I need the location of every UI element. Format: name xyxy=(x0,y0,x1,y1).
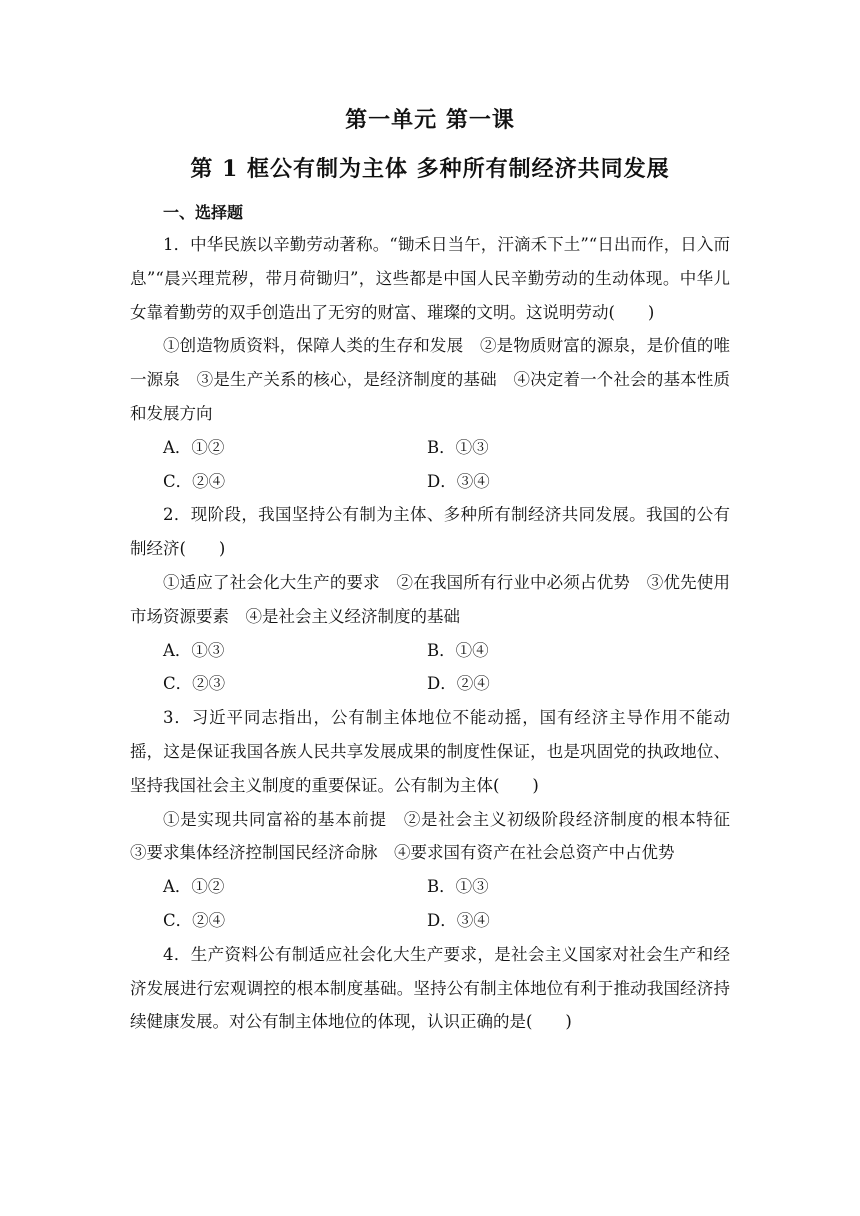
question-1-options-row-2 xyxy=(130,465,730,499)
question-1-stem: 1．中华民族以辛勤劳动著称。“锄禾日当午，汗滴禾下土”“日出而作，日入而息”“晨兴理荒秽，带月荷锄归”，这些都是中国人民辛勤劳动的生动体现。中华儿女靠着勤劳的双手创造出了无穷的财富、璀璨的文明。这说明劳动( ) xyxy=(130,235,730,322)
question-2-options-row-1 xyxy=(130,634,730,668)
option-d[interactable]: D．③④ xyxy=(427,910,490,930)
option-c[interactable]: C．②④ xyxy=(163,910,226,930)
question-4-stem: 4．生产资料公有制适应社会化大生产要求，是社会主义国家对社会生产和经济发展进行宏观调控的根本制度基础。坚持公有制主体地位有利于推动我国经济持续健康发展。对公有制主体地位的体现，认识正确的是( ) xyxy=(130,944,730,1032)
section-heading: 一、选择题 xyxy=(163,203,244,222)
question-list xyxy=(130,228,747,1039)
question-2-options-row-2 xyxy=(130,667,730,701)
option-c[interactable]: C．②③ xyxy=(163,674,226,694)
question-3-stem: 3．习近平同志指出，公有制主体地位不能动摇，国有经济主导作用不能动摇，这是保证我国各族人民共享发展成果的制度性保证，也是巩固党的执政地位、坚持我国社会主义制度的重要保证。公有制为主体( ) xyxy=(130,708,730,795)
question-1-statements: ①创造物质资料，保障人类的生存和发展 ②是物质财富的源泉，是价值的唯一源泉 ③是生产关系的核心，是经济制度的基础 ④决定着一个社会的基本性质和发展方向 xyxy=(130,336,730,423)
option-a[interactable]: A．①② xyxy=(163,877,225,897)
option-b[interactable]: B．①③ xyxy=(427,877,489,897)
question-3-options-row-2 xyxy=(130,904,730,938)
question-3-options-row-1 xyxy=(130,870,730,904)
option-b[interactable]: B．①④ xyxy=(427,640,489,660)
option-a[interactable]: A．①② xyxy=(163,437,225,457)
unit-title: 第一单元 第一课 xyxy=(345,107,515,133)
option-a[interactable]: A．①③ xyxy=(163,640,225,660)
question-2-stem: 2．现阶段，我国坚持公有制为主体、多种所有制经济共同发展。我国的公有制经济( ) xyxy=(130,505,730,559)
question-3-statements: ①是实现共同富裕的基本前提 ②是社会主义初级阶段经济制度的根本特征 ③要求集体经济控制国民经济命脉 ④要求国有资产在社会总资产中占优势 xyxy=(130,809,747,863)
option-d[interactable]: D．③④ xyxy=(427,471,490,491)
option-b[interactable]: B．①③ xyxy=(427,437,489,457)
option-c[interactable]: C．②④ xyxy=(163,471,226,491)
lesson-title: 第 1 框公有制为主体 多种所有制经济共同发展 xyxy=(190,156,670,182)
option-d[interactable]: D．②④ xyxy=(427,674,490,694)
question-2-statements: ①适应了社会化大生产的要求 ②在我国所有行业中必须占优势 ③优先使用市场资源要素 ④是社会主义经济制度的基础 xyxy=(130,572,730,626)
question-1-options-row-1 xyxy=(130,431,730,465)
